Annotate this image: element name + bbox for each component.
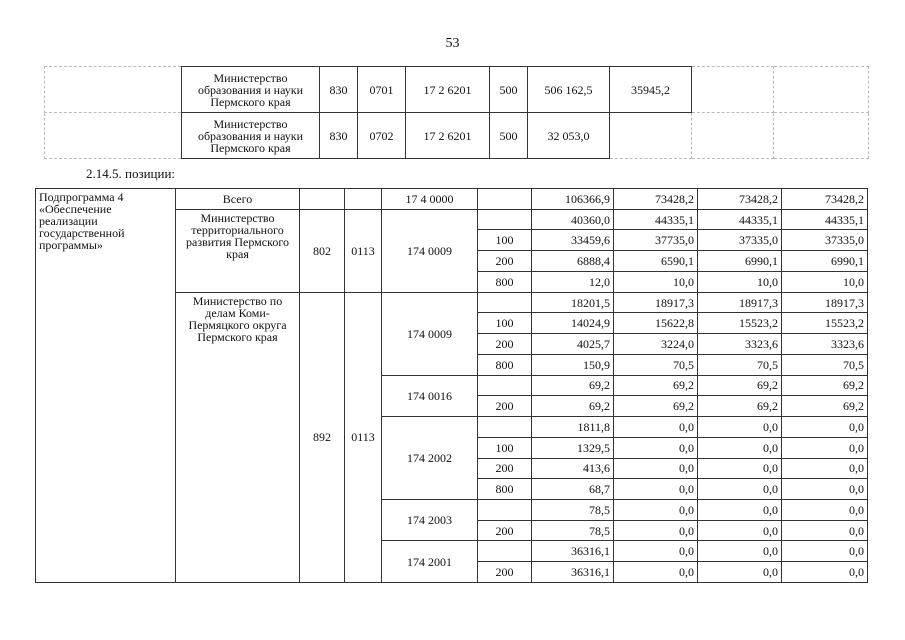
- expense-type-cell: 200: [478, 458, 532, 479]
- target-code-cell: 174 0009: [382, 292, 478, 375]
- blank-cell: [345, 189, 382, 210]
- value-cell: 6990,1: [782, 251, 868, 272]
- value-cell: 69,2: [782, 396, 868, 417]
- value-cell: 3224,0: [614, 334, 698, 355]
- blank-cell: [774, 113, 869, 159]
- value-cell: 0,0: [698, 479, 782, 500]
- value-cell: 15622,8: [614, 313, 698, 334]
- expense-type-cell: [478, 209, 532, 230]
- value-cell: 44335,1: [614, 209, 698, 230]
- value-cell: 68,7: [532, 479, 614, 500]
- value-cell: 70,5: [698, 354, 782, 375]
- expense-type-cell: 100: [478, 230, 532, 251]
- value-cell: 0,0: [698, 458, 782, 479]
- blank-cell: [45, 113, 182, 159]
- value-cell: 106366,9: [532, 189, 614, 210]
- value-cell: 1329,5: [532, 437, 614, 458]
- expense-type-cell: [478, 375, 532, 396]
- blank-cell: [45, 67, 182, 113]
- expense-type-cell: 100: [478, 313, 532, 334]
- blank-cell: [610, 113, 692, 159]
- target-code-cell: 17 2 6201: [406, 67, 490, 113]
- type-code-cell: 500: [490, 113, 528, 159]
- budget-table: [35, 188, 868, 583]
- blank-cell: [478, 189, 532, 210]
- value-cell: 37335,0: [698, 230, 782, 251]
- section-code-cell: 0113: [345, 292, 382, 582]
- blank-cell: [774, 67, 869, 113]
- value-cell: 14024,9: [532, 313, 614, 334]
- ministry-name-cell: Министерство по делам Коми-Пермяцкого округа Пермского края: [176, 292, 300, 582]
- expense-type-cell: 200: [478, 562, 532, 583]
- value-cell: 40360,0: [532, 209, 614, 230]
- value-cell: 0,0: [698, 520, 782, 541]
- expense-type-cell: 200: [478, 334, 532, 355]
- value-cell: 15523,2: [782, 313, 868, 334]
- section-code-cell: 0113: [345, 209, 382, 292]
- value-cell: 69,2: [532, 375, 614, 396]
- value-cell: 70,5: [782, 354, 868, 375]
- value-cell: 0,0: [614, 520, 698, 541]
- table-row: [36, 189, 868, 210]
- type-code-cell: 500: [490, 67, 528, 113]
- value-cell: 3323,6: [782, 334, 868, 355]
- value-cell: 150,9: [532, 354, 614, 375]
- expense-type-cell: 200: [478, 396, 532, 417]
- ministry-cell: Министерство образования и науки Пермского края: [182, 67, 320, 113]
- value-cell: 0,0: [782, 562, 868, 583]
- expense-type-cell: 800: [478, 354, 532, 375]
- page-number: 53: [445, 36, 460, 51]
- value-cell: 0,0: [782, 417, 868, 438]
- expense-type-cell: 200: [478, 251, 532, 272]
- value-cell: 413,6: [532, 458, 614, 479]
- value-cell: 0,0: [614, 562, 698, 583]
- amount-cell: 32 053,0: [528, 113, 610, 159]
- admin-code-cell: 830: [320, 67, 358, 113]
- value-cell: 0,0: [614, 541, 698, 562]
- value-cell: 12,0: [532, 271, 614, 292]
- expense-type-cell: [478, 500, 532, 521]
- blank-cell: [692, 67, 774, 113]
- value-cell: 18917,3: [782, 292, 868, 313]
- value-cell: 15523,2: [698, 313, 782, 334]
- expense-type-cell: [478, 417, 532, 438]
- amount2-cell: 35945,2: [610, 67, 692, 113]
- value-cell: 18201,5: [532, 292, 614, 313]
- value-cell: 6888,4: [532, 251, 614, 272]
- value-cell: 37335,0: [782, 230, 868, 251]
- value-cell: 69,2: [614, 396, 698, 417]
- blank-cell: [692, 113, 774, 159]
- value-cell: 0,0: [614, 417, 698, 438]
- value-cell: 18917,3: [698, 292, 782, 313]
- section-caption: 2.14.5. позиции:: [86, 166, 176, 181]
- target-code-cell: 174 0016: [382, 375, 478, 416]
- expense-type-cell: 800: [478, 271, 532, 292]
- expense-type-cell: 800: [478, 479, 532, 500]
- value-cell: 0,0: [782, 479, 868, 500]
- expense-type-cell: 200: [478, 520, 532, 541]
- section-code-cell: 0701: [358, 67, 406, 113]
- value-cell: 10,0: [782, 271, 868, 292]
- ministry-name-cell: Министерство территориального развития Пермского края: [176, 209, 300, 292]
- value-cell: 44335,1: [698, 209, 782, 230]
- value-cell: 0,0: [614, 500, 698, 521]
- value-cell: 0,0: [698, 417, 782, 438]
- value-cell: 3323,6: [698, 334, 782, 355]
- value-cell: 69,2: [782, 375, 868, 396]
- expense-type-cell: 100: [478, 437, 532, 458]
- value-cell: 18917,3: [614, 292, 698, 313]
- admin-code-cell: 802: [300, 209, 345, 292]
- value-cell: 37735,0: [614, 230, 698, 251]
- value-cell: 73428,2: [614, 189, 698, 210]
- value-cell: 6590,1: [614, 251, 698, 272]
- total-label: Всего: [176, 189, 300, 210]
- value-cell: 78,5: [532, 500, 614, 521]
- expense-type-cell: [478, 292, 532, 313]
- ministry-cell: Министерство образования и науки Пермского края: [182, 113, 320, 159]
- value-cell: 0,0: [614, 479, 698, 500]
- value-cell: 73428,2: [698, 189, 782, 210]
- value-cell: 0,0: [698, 541, 782, 562]
- section-code-cell: 0702: [358, 113, 406, 159]
- value-cell: 0,0: [782, 541, 868, 562]
- total-target-code: 17 4 0000: [382, 189, 478, 210]
- target-code-cell: 174 2001: [382, 541, 478, 583]
- value-cell: 0,0: [782, 437, 868, 458]
- subprogram-cell: Подпрограмма 4 «Обеспечение реализации государственной программы»: [36, 189, 176, 583]
- value-cell: 0,0: [698, 562, 782, 583]
- blank-cell: [300, 189, 345, 210]
- value-cell: 73428,2: [782, 189, 868, 210]
- value-cell: 78,5: [532, 520, 614, 541]
- target-code-cell: 17 2 6201: [406, 113, 490, 159]
- top-table: [44, 66, 869, 159]
- value-cell: 1811,8: [532, 417, 614, 438]
- value-cell: 69,2: [614, 375, 698, 396]
- value-cell: 0,0: [698, 437, 782, 458]
- value-cell: 69,2: [698, 375, 782, 396]
- value-cell: 69,2: [698, 396, 782, 417]
- value-cell: 0,0: [614, 437, 698, 458]
- value-cell: 10,0: [614, 271, 698, 292]
- value-cell: 10,0: [698, 271, 782, 292]
- value-cell: 70,5: [614, 354, 698, 375]
- value-cell: 0,0: [782, 458, 868, 479]
- value-cell: 33459,6: [532, 230, 614, 251]
- value-cell: 0,0: [698, 500, 782, 521]
- target-code-cell: 174 2003: [382, 500, 478, 541]
- value-cell: 36316,1: [532, 541, 614, 562]
- top-table-row: [45, 67, 869, 113]
- value-cell: 0,0: [782, 520, 868, 541]
- value-cell: 0,0: [614, 458, 698, 479]
- value-cell: 36316,1: [532, 562, 614, 583]
- value-cell: 44335,1: [782, 209, 868, 230]
- value-cell: 4025,7: [532, 334, 614, 355]
- top-table-row: [45, 113, 869, 159]
- value-cell: 69,2: [532, 396, 614, 417]
- admin-code-cell: 892: [300, 292, 345, 582]
- expense-type-cell: [478, 541, 532, 562]
- value-cell: 6990,1: [698, 251, 782, 272]
- target-code-cell: 174 2002: [382, 417, 478, 500]
- value-cell: 0,0: [782, 500, 868, 521]
- admin-code-cell: 830: [320, 113, 358, 159]
- amount-cell: 506 162,5: [528, 67, 610, 113]
- target-code-cell: 174 0009: [382, 209, 478, 292]
